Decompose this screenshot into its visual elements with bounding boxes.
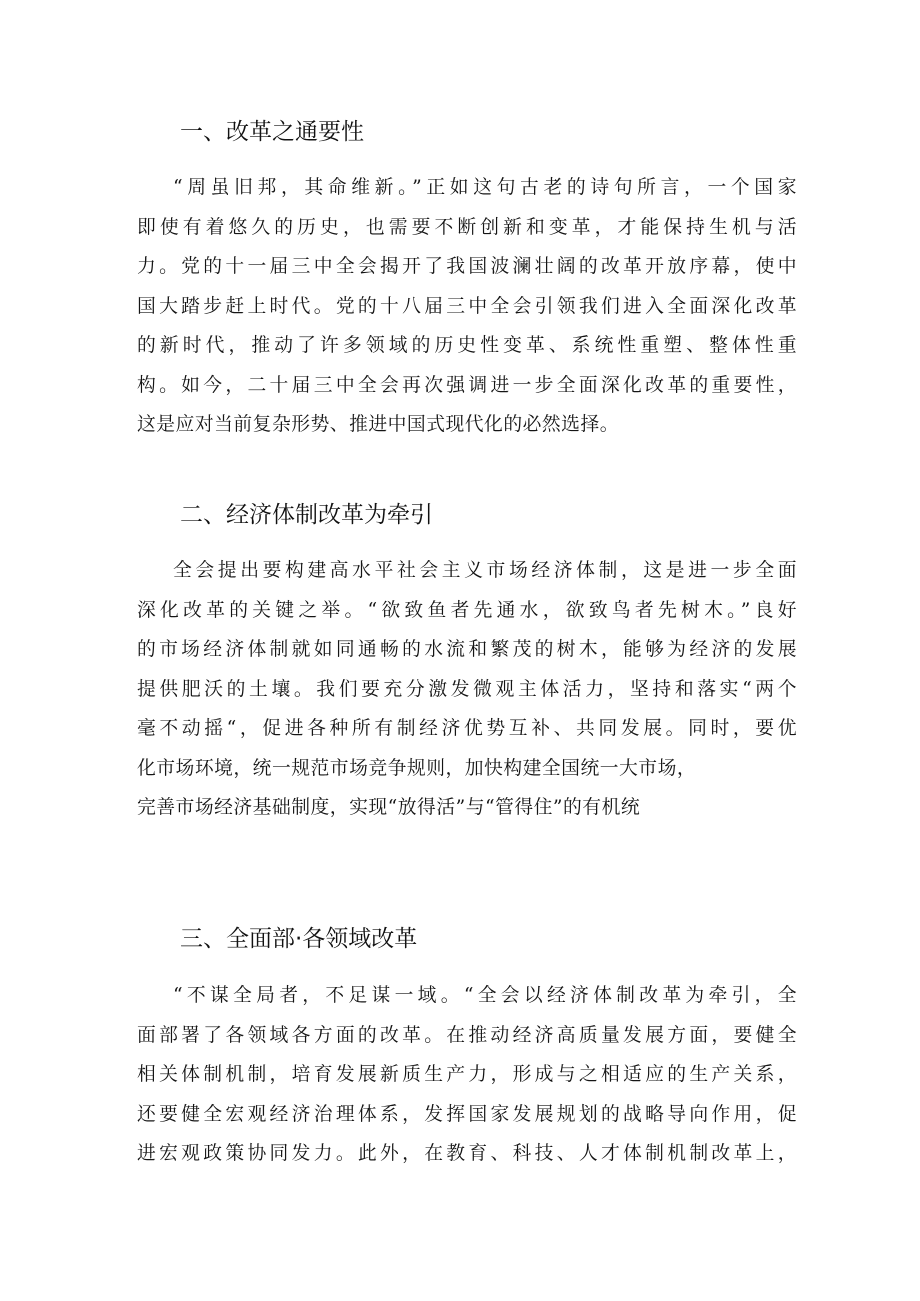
- paragraph-line: “周虽旧邦，其命维新。”正如这句古老的诗句所言，一个国家: [173, 177, 797, 198]
- paragraph-line: 的新时代，推动了许多领域的历史性变革、系统性重塑、整体性重: [137, 335, 797, 356]
- paragraph-line: 即使有着悠久的历史，也需要不断创新和变革，才能保持生机与活: [137, 216, 797, 238]
- paragraph-line: 还要健全宏观经济治理体系，发挥国家发展规划的战略导向作用，促: [137, 1103, 797, 1125]
- paragraph-line: 深化改革的关键之举。“欲致鱼者先通水，欲致鸟者先树木。”良好: [137, 599, 797, 621]
- paragraph-line: 面部署了各领域各方面的改革。在推动经济高质量发展方面，要健全: [137, 1024, 797, 1046]
- section-3-heading: 三、全面部·各领域改革: [180, 926, 418, 952]
- paragraph-line: 构。如今，二十届三中全会再次强调进一步全面深化改革的重要性，: [137, 374, 797, 396]
- paragraph-line: 国大踏步赶上时代。党的十八届三中全会引领我们进入全面深化改革: [137, 295, 797, 317]
- paragraph-line: 力。党的十一届三中全会揭开了我国波澜壮阔的改革开放序幕，使中: [137, 256, 797, 277]
- paragraph-line: 相关体制机制，培育发展新质生产力，形成与之相适应的生产关系，: [137, 1064, 797, 1085]
- paragraph-line: 毫不动摇“，促进各种所有制经济优势互补、共同发展。同时，要优: [137, 718, 797, 739]
- section-2-heading: 二、经济体制改革为牵引: [180, 502, 433, 528]
- paragraph-line: 这是应对当前复杂形势、推进中国式现代化的必然选择。: [137, 414, 620, 435]
- paragraph-line: 完善市场经济基础制度，实现“放得活”与“管得住”的有机统: [137, 797, 641, 818]
- paragraph-line: 进宏观政策协同发力。此外，在教育、科技、人才体制机制改革上，: [137, 1143, 797, 1164]
- paragraph-line: 的市场经济体制就如同通畅的水流和繁茂的树木，能够为经济的发展: [137, 639, 797, 660]
- section-3-paragraph: [137, 976, 797, 1174]
- paragraph-line: 化市场环境，统一规范市场竞争规则，加快构建全国统一大市场，: [137, 757, 697, 779]
- section-2-paragraph: [137, 551, 797, 828]
- paragraph-line: “不谋全局者，不足谋一域。“全会以经济体制改革为牵引，全: [173, 985, 797, 1006]
- paragraph-line: 全会提出要构建高水平社会主义市场经济体制，这是进一步全面: [173, 560, 797, 581]
- paragraph-line: 提供肥沃的土壤。我们要充分激发微观主体活力，坚持和落实“两个: [137, 678, 797, 700]
- section-1-paragraph: [137, 168, 797, 445]
- section-1-heading: 一、改革之通要性: [180, 119, 364, 145]
